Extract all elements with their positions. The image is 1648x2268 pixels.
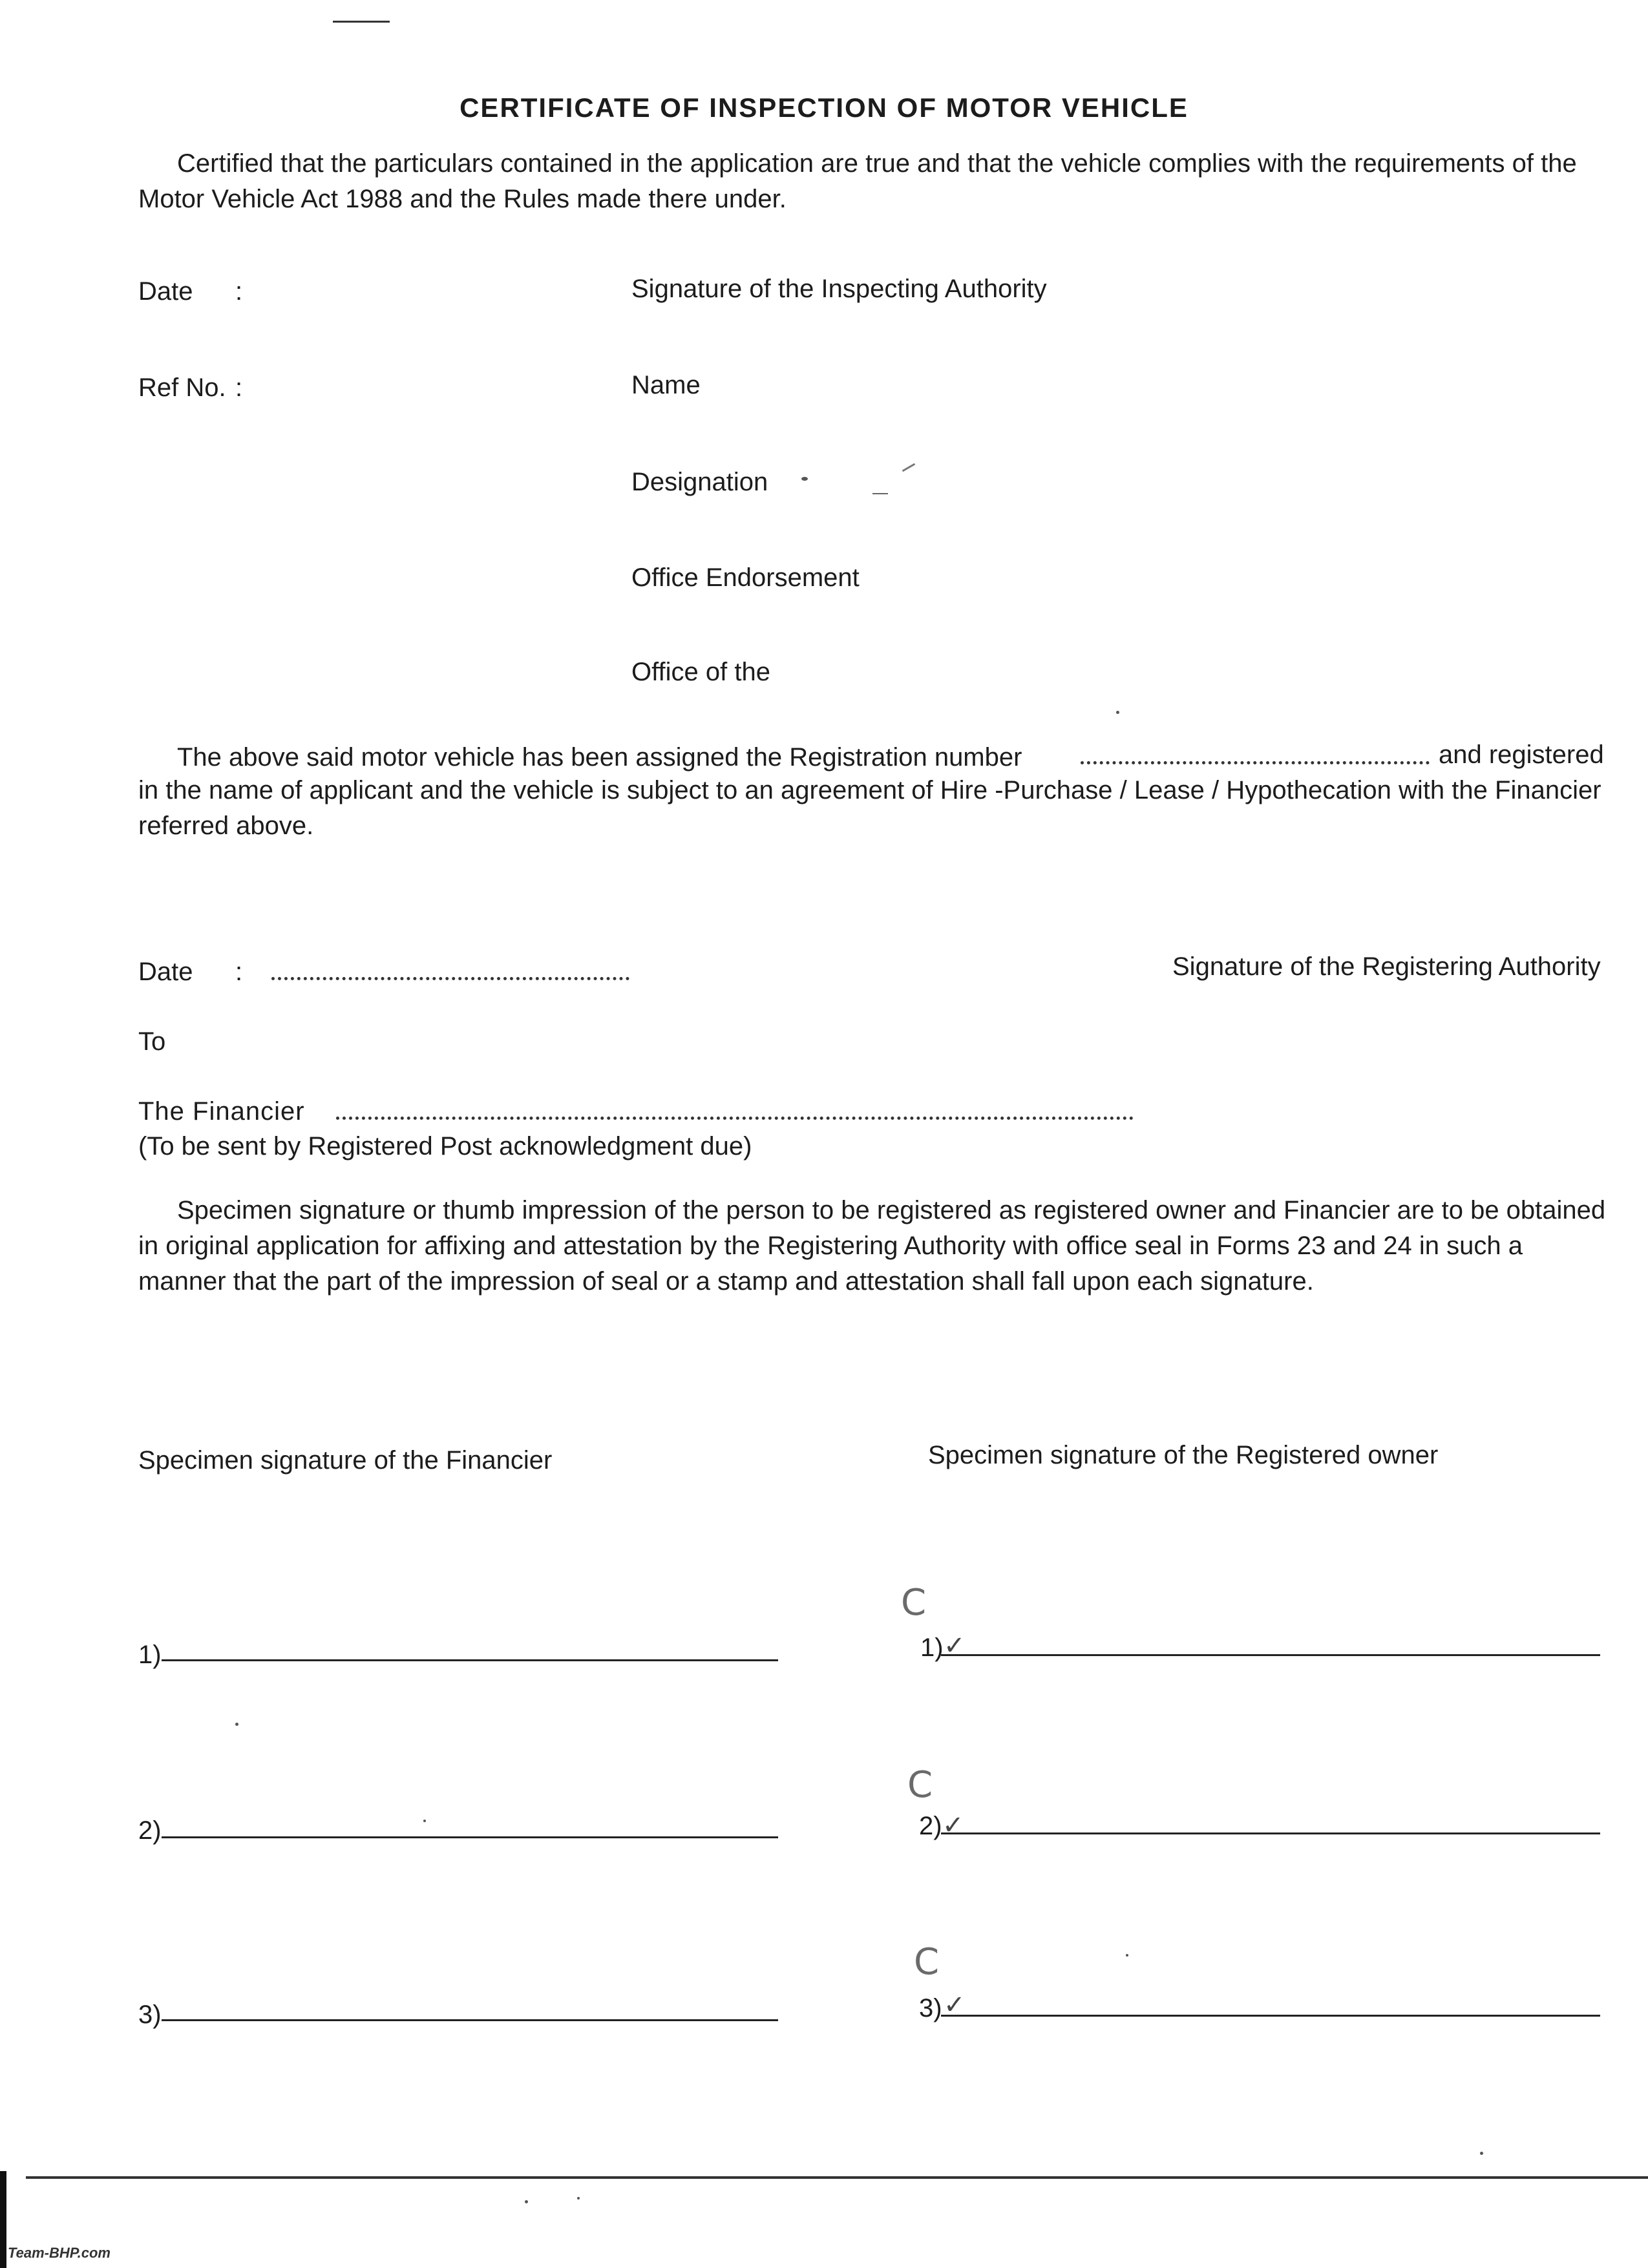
registering-date-blank[interactable] [271, 977, 629, 980]
owner-signature-line[interactable] [941, 1654, 1600, 1656]
registering-date-label: Date [138, 958, 193, 986]
scan-speck [525, 2200, 528, 2203]
document-title: CERTIFICATE OF INSPECTION OF MOTOR VEHICLE [460, 92, 1188, 123]
to-label: To [138, 1027, 166, 1056]
inspector-designation-label: Designation [631, 468, 768, 496]
owner-signature-line[interactable] [941, 1832, 1600, 1834]
tick-mark-icon: ✓ [942, 1811, 964, 1840]
registration-text-end: and registered [1439, 740, 1604, 769]
inspection-date-label: Date [138, 277, 193, 306]
scan-speck [577, 2197, 580, 2200]
handwritten-c-mark: C [901, 1582, 927, 1624]
scan-mark [333, 21, 390, 23]
inspector-name-label: Name [631, 371, 701, 399]
registration-text-start: The above said motor vehicle has been assigned the Registration number [177, 743, 1022, 772]
financier-signature-line[interactable] [162, 1659, 778, 1661]
financier-name-blank[interactable] [336, 1117, 1134, 1120]
registered-post-note: (To be sent by Registered Post acknowledgment due) [138, 1132, 752, 1160]
page-bottom-rule [26, 2176, 1648, 2179]
financier-label: The Financier [138, 1097, 305, 1126]
owner-signature-line[interactable] [941, 2015, 1600, 2017]
intro-paragraph: Certified that the particulars contained in the application are true and that the vehicle complies with the requirements of the Motor Vehicle Act 1988 and the Rules made there under. [138, 149, 1577, 213]
registering-authority-signature-label: Signature of the Registering Authority [1172, 952, 1601, 981]
financier-signature-number: 3) [138, 2000, 162, 2029]
tick-mark-icon: ✓ [944, 1632, 966, 1660]
tick-mark-icon: ✓ [944, 1991, 966, 2019]
scan-speck [235, 1723, 238, 1726]
registration-text-rest: in the name of applicant and the vehicle is subject to an agreement of Hire -Purchase / Lease / Hypothecation with the Financier referred above. [138, 776, 1601, 840]
handwritten-c-mark: C [914, 1941, 940, 1983]
scan-edge-shadow [0, 2171, 6, 2268]
registration-number-blank[interactable] [1081, 761, 1430, 764]
financier-signature-line[interactable] [162, 1836, 778, 1838]
financier-signature-number: 2) [138, 1816, 162, 1845]
financier-signature-line[interactable] [162, 2019, 778, 2021]
office-of-the-label: Office of the [631, 658, 770, 686]
owner-signature-number: 3) [919, 1994, 942, 2022]
office-endorsement-label: Office Endorsement [631, 563, 860, 592]
inspection-refno-label: Ref No. [138, 373, 226, 402]
inspection-refno-colon: : [235, 373, 243, 402]
handwritten-c-mark: C [907, 1764, 933, 1806]
scan-speck [1480, 2152, 1483, 2155]
inspection-date-colon: : [235, 277, 243, 306]
owner-specimen-heading: Specimen signature of the Registered owner [928, 1441, 1439, 1469]
scan-speck [423, 1820, 426, 1822]
specimen-note-paragraph: Specimen signature or thumb impression of the person to be registered as registered owner and Financier are to be obtained in original application for affixing and attestation by the Registering Authority with office seal in Forms 23 and 24 in such a manner that the part of the impression of seal or a stamp and attestation shall fall upon each signature. [138, 1196, 1606, 1296]
scan-speck [872, 493, 888, 494]
owner-signature-number: 1) [920, 1633, 944, 1662]
owner-signature-number: 2) [919, 1812, 942, 1840]
scan-speck [902, 463, 916, 472]
watermark-logo: Team-BHP.com [8, 2245, 111, 2261]
scan-speck [801, 477, 808, 481]
scan-speck [1116, 711, 1119, 714]
scan-speck [1126, 1954, 1128, 1957]
inspecting-authority-signature-label: Signature of the Inspecting Authority [631, 275, 1047, 303]
financier-signature-number: 1) [138, 1641, 162, 1669]
registering-date-colon: : [235, 958, 243, 986]
financier-specimen-heading: Specimen signature of the Financier [138, 1446, 553, 1475]
